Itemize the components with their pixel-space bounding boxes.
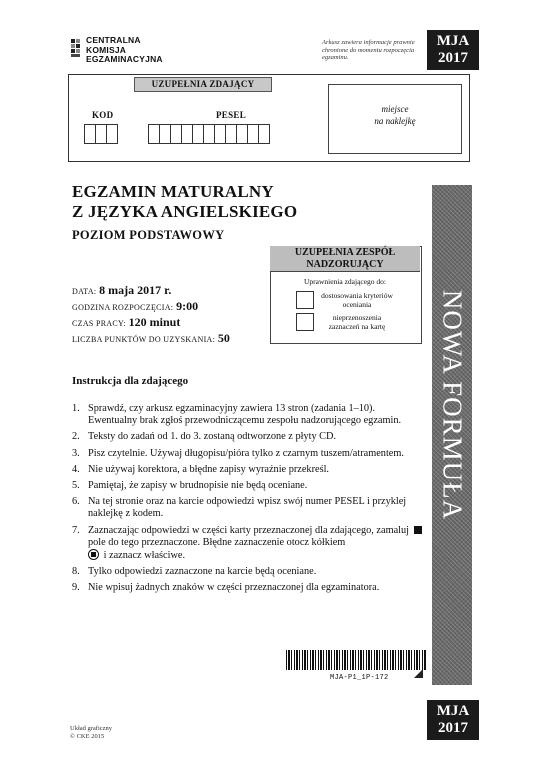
student-section-banner: UZUPEŁNIA ZDAJĄCY [134, 77, 272, 92]
badge-year: 2017 [438, 720, 468, 736]
instruction-item: 4. Nie używaj korektora, a błędne zapisy wyraźnie przekreśl. [72, 463, 330, 475]
pesel-label: PESEL [216, 110, 247, 120]
meta-date [72, 283, 171, 298]
instruction-item: 6. Na tej stronie oraz na karcie odpowiedzi wpisz swój numer PESEL i przyklej naklejkę z kodem. [72, 496, 407, 520]
circled-square-icon [88, 549, 99, 560]
sticker-area [328, 84, 462, 154]
exam-code-badge-top [427, 30, 479, 70]
duration-value: 120 minut [128, 315, 181, 329]
instruction-item: 7. Zaznaczając odpowiedzi w części karty przeznaczonej dla zdającego, zamaluj pole do tego przeznaczone. Błędne zaznaczenie otocz kółkiem i zaznacz właściwe. [72, 525, 424, 562]
footer-line-1: Układ graficzny [70, 725, 113, 732]
exam-code-badge-bottom [427, 700, 479, 740]
instruction-item: 2. Teksty do zadań od 1. do 3. zostaną odtworzone z płyty CD. [72, 431, 337, 443]
badge-year: 2017 [438, 50, 468, 66]
side-stripe-text: NOWA FORMUŁA [437, 289, 468, 521]
filled-square-icon [414, 526, 422, 534]
start-value: 9:00 [176, 299, 199, 313]
kod-label: KOD [92, 110, 114, 120]
exam-level: POZIOM PODSTAWOWY [72, 228, 225, 242]
sticker-line-1: miejsce [381, 104, 409, 114]
team-section-banner [270, 246, 420, 272]
side-stripe [432, 185, 472, 685]
cke-logo-icon [70, 38, 82, 60]
option-no-transfer-label: nieprzenoszenia zaznaczeń na kartę [328, 313, 386, 331]
kod-boxes[interactable] [84, 124, 117, 144]
instruction-item: 5. Pamiętaj, że zapisy w brudnopisie nie będą oceniane. [72, 480, 308, 492]
checkbox-criteria[interactable] [296, 291, 314, 309]
exam-title-line-2: Z JĘZYKA ANGIELSKIEGO [72, 202, 298, 221]
instructions-list [72, 403, 424, 599]
badge-code: MJA [436, 703, 470, 719]
instruction-item: 9. Nie wpisuj żadnych znaków w części przeznaczonej dla egzaminatora. [72, 582, 380, 594]
barcode-icon [286, 650, 426, 670]
meta-duration [72, 315, 180, 330]
meta-start [72, 299, 198, 314]
corner-triangle-icon [414, 669, 423, 678]
date-value: 8 maja 2017 r. [99, 283, 172, 297]
barcode-text: MJA-P1_1P-172 [330, 674, 389, 682]
instruction-item: 8. Tylko odpowiedzi zaznaczone na karcie będą oceniane. [72, 566, 317, 578]
exam-title [72, 182, 297, 222]
instruction-item: 1. Sprawdź, czy arkusz egzaminacyjny zawiera 13 stron (zadania 1–10). Ewentualny brak zgłoś przewodniczącemu zespołu nadzorującego egzamin. [72, 403, 402, 426]
date-label: DATA: [72, 287, 97, 296]
points-label: LICZBA PUNKTÓW DO UZYSKANIA: [72, 335, 216, 344]
exam-title-line-1: EGZAMIN MATURALNY [72, 182, 274, 201]
instructions-heading: Instrukcja dla zdającego [72, 375, 189, 387]
confidential-note: Arkusz zawiera informacje prawnie chronione do momentu rozpoczęcia egzaminu. [322, 39, 415, 61]
team-banner-line-1: UZUPEŁNIA ZESPÓŁ [294, 247, 396, 258]
checkbox-no-transfer[interactable] [296, 313, 314, 331]
footer-credit [70, 725, 112, 740]
points-value: 50 [217, 331, 230, 345]
start-label: GODZINA ROZPOCZĘCIA: [72, 303, 174, 312]
logo-line-1: CENTRALNA [86, 35, 141, 45]
meta-points [72, 331, 230, 346]
logo-line-2: KOMISJA [86, 44, 127, 55]
team-banner-line-2: NADZORUJĄCY [306, 259, 384, 270]
badge-code: MJA [436, 33, 470, 49]
sticker-line-2: na naklejkę [374, 116, 416, 126]
option-criteria-label: dostosowania kryteriów oceniania [321, 291, 393, 309]
footer-line-2: © CKE 2015 [70, 732, 105, 740]
logo-line-3: EGZAMINACYJNA [86, 54, 163, 64]
team-subtitle: Uprawnienia zdającego do: [303, 277, 387, 286]
pesel-boxes[interactable] [148, 124, 269, 144]
instruction-item: 3. Pisz czytelnie. Używaj długopisu/pióra tylko z czarnym tuszem/atramentem. [72, 447, 404, 459]
duration-label: CZAS PRACY: [72, 319, 126, 328]
